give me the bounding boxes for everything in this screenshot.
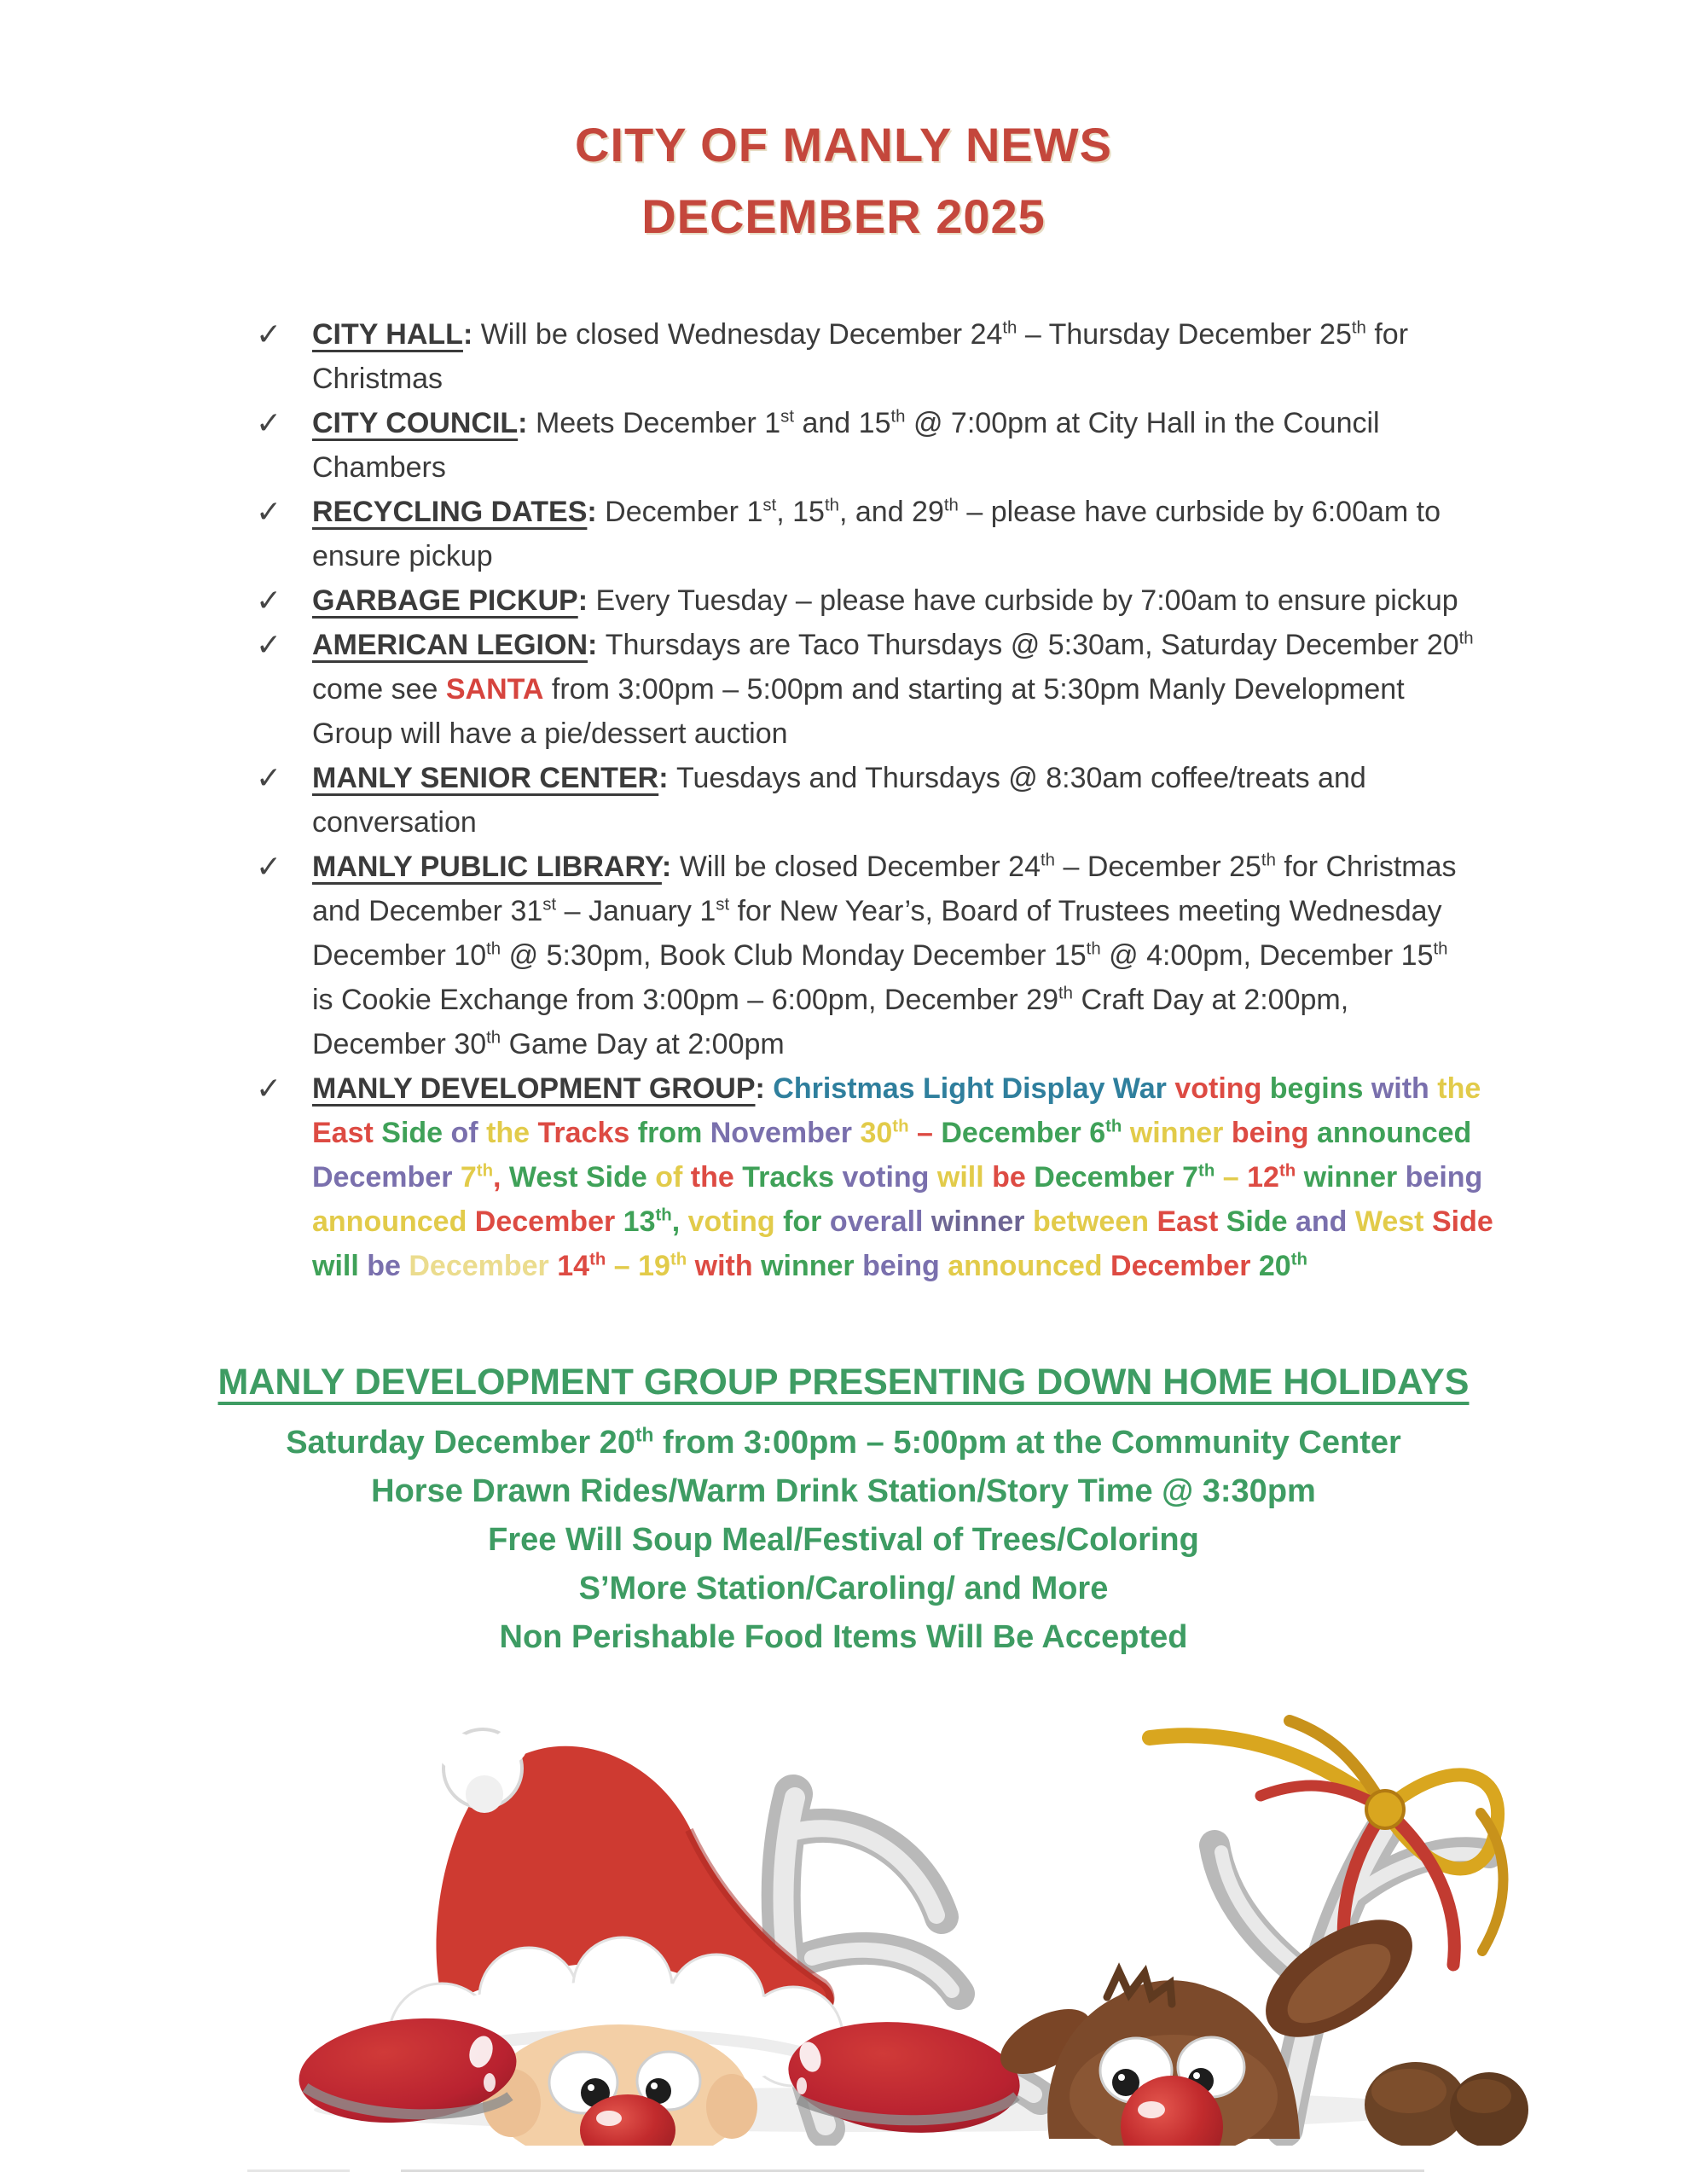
bullet-text: CITY HALL: Will be closed Wednesday December 24th – Thursday December 25th for Christmas (312, 318, 1409, 395)
bullet-item-city-hall (256, 312, 1510, 401)
announcement-list (256, 312, 1510, 1288)
bullet-item-development-group (256, 1066, 1510, 1288)
checkmark-icon: ✓ (256, 317, 282, 351)
bullet-text: CITY COUNCIL: Meets December 1st and 15th @ 7:00pm at City Hall in the Council Chambers (312, 407, 1380, 484)
bullet-item-garbage-pickup (256, 578, 1510, 623)
checkmark-icon: ✓ (256, 627, 282, 662)
bullet-text: GARBAGE PICKUP: Every Tuesday – please have curbside by 7:00am to ensure pickup (312, 584, 1458, 617)
event-activities-1: Horse Drawn Rides/Warm Drink Station/Story Time @ 3:30pm (371, 1473, 1316, 1509)
bullet-text: MANLY PUBLIC LIBRARY: Will be closed December 24th – December 25th for Christmas and December 31st – January 1st for New Year’s, Board of Trustees meeting Wednesday December 10th @ 5:30pm, Book Club Monday December 15th @ 4:00pm, December 15th is Cookie Exchange from 3:00pm – 6:00pm, December 29th Craft Day at 2:00pm, December 30th Game Day at 2:00pm (312, 851, 1457, 1060)
checkmark-icon: ✓ (256, 494, 282, 529)
title-line-2: DECEMBER 2025 (641, 189, 1046, 243)
checkmark-icon: ✓ (256, 849, 282, 884)
event-activities-3: S’More Station/Caroling/ and More (578, 1571, 1109, 1606)
bullet-item-recycling-dates (256, 490, 1510, 578)
bullet-item-american-legion (256, 623, 1510, 756)
bullet-item-city-council (256, 401, 1510, 490)
checkmark-icon: ✓ (256, 760, 282, 795)
checkmark-icon: ✓ (256, 405, 282, 440)
title-line-1: CITY OF MANLY NEWS (575, 118, 1112, 171)
bullet-text: MANLY SENIOR CENTER: Tuesdays and Thursdays @ 8:30am coffee/treats and conversation (312, 762, 1366, 839)
newsletter-title (0, 109, 1687, 253)
bullet-item-senior-center (256, 756, 1510, 845)
event-heading: MANLY DEVELOPMENT GROUP PRESENTING DOWN HOME HOLIDAYS (217, 1362, 1470, 1403)
event-when: Saturday December 20th from 3:00pm – 5:00pm at the Community Center (286, 1423, 1401, 1461)
reindeer-hooves (1365, 2062, 1528, 2146)
bullet-text: MANLY DEVELOPMENT GROUP: Christmas Light Display War voting begins with the East Side of the Tracks from November 30th – December 6th winner being announced December 7th, West Side of the Tracks voting will be December 7th – 12th winner being announced December 13th, voting for overall winner between East Side and West Side will be December 14th – 19th with winner being announced December 20th (312, 1072, 1493, 1282)
checkmark-icon: ✓ (256, 1071, 282, 1106)
checkmark-icon: ✓ (256, 583, 282, 618)
santa-reindeer-illustration (229, 1702, 1533, 2146)
santa-figure (293, 1729, 1024, 2146)
scan-artifact-line (401, 2169, 1424, 2172)
bullet-text: RECYCLING DATES: December 1st, 15th, and 29th – please have curbside by 6:00am to ensure pickup (312, 496, 1441, 572)
event-food-drive: Non Perishable Food Items Will Be Accepted (499, 1619, 1188, 1655)
event-activities-2: Free Will Soup Meal/Festival of Trees/Coloring (488, 1522, 1199, 1558)
bullet-item-public-library (256, 845, 1510, 1066)
bullet-text: AMERICAN LEGION: Thursdays are Taco Thursdays @ 5:30am, Saturday December 20th come see SANTA from 3:00pm – 5:00pm and starting at 5:30pm Manly Development Group will have a pie/dessert auction (312, 629, 1474, 750)
down-home-holidays-section (0, 1362, 1687, 1662)
